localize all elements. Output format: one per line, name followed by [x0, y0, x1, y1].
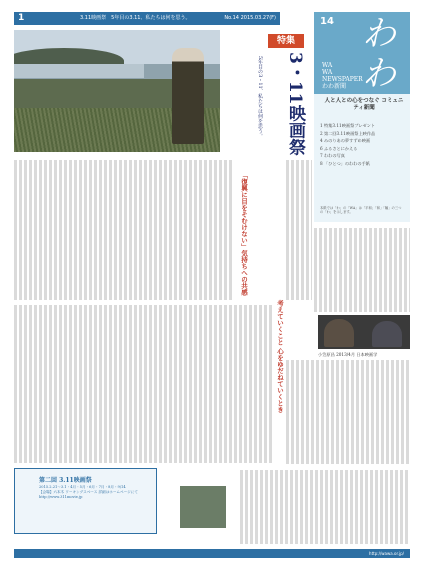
speaker-caption: 小笠原昌 2013/4月 日本映画学	[318, 352, 378, 357]
body-text-block	[286, 360, 410, 464]
feature-title: 3・11映画祭	[285, 52, 305, 156]
event-detail-line: 【会場】六本木 ワーキングスペース 詳細はホームページにて http://www.311movie.jp	[39, 490, 138, 499]
masthead-subtitle-line: WA	[322, 69, 333, 76]
pull-quote-1: 「復興に目をそむけない」気持ちへの共感	[240, 172, 248, 296]
header-tagline: 3.11映画祭 5年目の3.11、私たちは何を思う。	[80, 15, 191, 21]
issue-date: No.14 2015.03.27(F)	[224, 15, 276, 21]
event-dates	[39, 485, 151, 500]
feature-title-block	[257, 30, 308, 160]
masthead-subtitle-line: WA	[322, 62, 333, 69]
issue-number: 14	[320, 16, 334, 27]
photo-photographer	[172, 48, 204, 144]
speakers-photo	[318, 315, 410, 349]
body-text-block	[314, 228, 410, 312]
feature-subtitle: 5年目の3・11、私たちは何を思う。	[257, 56, 263, 139]
contents-list	[320, 122, 404, 167]
footer-url[interactable]: http://wawa.or.jp/	[369, 551, 404, 556]
feature-photo	[14, 30, 220, 152]
masthead-note: 本紙では「わ」の「WA」は「平和」「和」「輪」の三つの「わ」を示します。	[320, 206, 402, 214]
event-info-box	[14, 468, 157, 534]
contents-item[interactable]: 7 わわの写真	[320, 153, 345, 158]
event-dates-line: 2015.2.21〜3.1・4月・5月・6月・7月・8月・9/14	[39, 485, 126, 489]
speaker-figure	[372, 321, 402, 347]
page-number: 1	[18, 13, 25, 23]
feature-badge: 特集	[268, 34, 304, 48]
contents-item[interactable]: 1 特集3.11映画祭プレゼント	[320, 123, 376, 128]
photo-sea	[14, 64, 144, 78]
contents-item[interactable]: 4 みのりあの夢すずめ映画	[320, 138, 371, 143]
contents-item[interactable]: 2 第二回3.11映画祭上映作品	[320, 130, 376, 136]
page-header-bar	[14, 12, 280, 25]
masthead-logo: わわ	[362, 14, 396, 94]
body-text-block	[240, 470, 410, 544]
contents-item[interactable]: 8 「ひとつ」のわわの手紙	[320, 160, 370, 166]
masthead-top	[314, 12, 410, 94]
page-footer	[14, 549, 410, 558]
event-title: 第二回 3.11映画祭	[39, 477, 92, 484]
body-text-block	[14, 160, 234, 300]
pull-quote-2: 考えていくこと 心をゆだねていくとき	[276, 300, 284, 413]
landscape-thumbnail	[180, 486, 226, 528]
contents-item[interactable]: 6 ふるさとにかえる	[320, 145, 358, 151]
masthead-subtitle	[322, 62, 368, 90]
masthead-subtitle-line: わわ新聞	[322, 83, 347, 90]
masthead-subtitle-line: NEWSPAPER	[322, 76, 363, 83]
body-text-block	[14, 305, 274, 463]
speaker-figure	[324, 319, 354, 347]
masthead-sidebar	[314, 12, 410, 222]
masthead-tagline: 人と人との心をつなぐ コミュニティ新聞	[324, 98, 404, 111]
body-text-block	[286, 160, 312, 300]
